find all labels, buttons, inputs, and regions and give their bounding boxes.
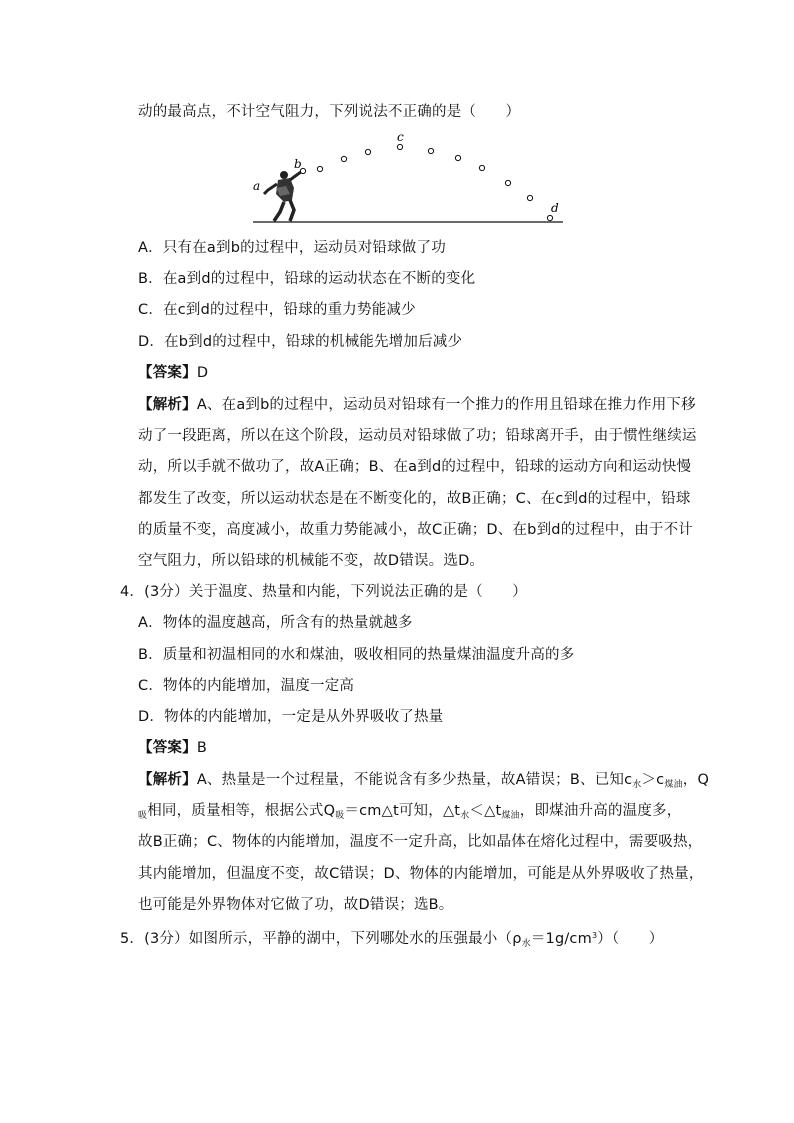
- q3-analysis-line-2: 动了一段距离，所以在这个阶段，运动员对铅球做了功；铅球离开手，由于惯性继续运: [138, 428, 697, 444]
- superscript: 3: [591, 931, 598, 940]
- trajectory-dot: [527, 195, 532, 200]
- subscript: 水: [521, 939, 531, 949]
- answer-label: 【答案】: [138, 740, 197, 756]
- trajectory-dot: [317, 166, 322, 171]
- analysis-text: ＞c: [641, 772, 665, 788]
- q3-analysis-line-1: [138, 395, 696, 415]
- q5-stem: [120, 926, 663, 954]
- stem-text: ）（ ）: [597, 931, 664, 947]
- subscript: 水: [460, 811, 470, 821]
- answer-value: D: [196, 365, 209, 381]
- q3-answer: [138, 363, 208, 383]
- analysis-text: A、在a到b的过程中，运动员对铅球有一个推力的作用且铅球在推力作用下移: [196, 397, 696, 413]
- shot-put-figure: [240, 128, 570, 228]
- answer-label: 【答案】: [138, 365, 197, 381]
- label-b: b: [294, 157, 302, 171]
- athlete-icon: [264, 171, 301, 221]
- trajectory-dot: [428, 148, 433, 153]
- analysis-label: 【解析】: [138, 397, 197, 413]
- q4-answer: [138, 738, 207, 758]
- analysis-text: 相同，质量相等，根据公式Q: [147, 803, 336, 819]
- q4-option-c: C．物体的内能增加，温度一定高: [138, 678, 355, 694]
- q4-analysis-line-1: [138, 770, 709, 795]
- q3-option-b: B．在a到d的过程中，铅球的运动状态在不断的变化: [138, 271, 476, 287]
- q4-option-b: B．质量和初温相同的水和煤油，吸收相同的热量煤油温度升高的多: [138, 647, 575, 663]
- subscript: 煤油: [501, 811, 520, 821]
- trajectory-dot: [341, 156, 346, 161]
- q3-option-a: A．只有在a到b的过程中，运动员对铅球做了功: [138, 240, 446, 256]
- subscript: 煤油: [664, 780, 683, 790]
- trajectory-dot: [479, 165, 484, 170]
- analysis-text: ＝cm△t可知，△t: [344, 803, 461, 819]
- q4-stem: 4．(3分）关于温度、热量和内能，下列说法正确的是（ ）: [120, 584, 527, 600]
- q3-analysis-line-3: 动，所以手就不做功了，故A正确；B、在a到d的过程中，铅球的运动方向和运动快慢: [138, 459, 692, 475]
- trajectory-dot: [505, 180, 510, 185]
- q3-option-c: C．在c到d的过程中，铅球的重力势能减少: [138, 302, 416, 318]
- q3-option-d: D．在b到d的过程中，铅球的机械能先增加后减少: [138, 334, 463, 350]
- q4-option-d: D．物体的内能增加，一定是从外界吸收了热量: [138, 709, 444, 725]
- q4-analysis-line-5: 也可能是外界物体对它做了功，故D错误；选B。: [138, 897, 454, 913]
- analysis-text: ，Q: [682, 772, 710, 788]
- ball-position-c: [397, 144, 402, 149]
- q4-option-a: A．物体的温度越高，所含有的热量就越多: [138, 615, 413, 631]
- analysis-text: ＜△t: [469, 803, 502, 819]
- label-c: c: [397, 130, 404, 144]
- label-d: d: [551, 201, 559, 215]
- trajectory-dot: [455, 155, 460, 160]
- stem-text: 5．(3分）如图所示，平静的湖中，下列哪处水的压强最小（ρ: [120, 931, 522, 947]
- label-a: a: [253, 179, 261, 193]
- q3-stem-end: 动的最高点，不计空气阻力，下列说法不正确的是（ ）: [138, 104, 521, 120]
- analysis-text: ，即煤油升高的温度多，: [519, 803, 682, 819]
- q4-analysis-line-4: 其内能增加，但温度不变，故C错误；D、物体的内能增加，可能是从外界吸收了热量，: [138, 866, 704, 882]
- q4-analysis-line-2: [138, 801, 681, 826]
- q4-analysis-line-3: 故B正确；C、物体的内能增加，温度不一定升高，比如晶体在熔化过程中，需要吸热，: [138, 834, 703, 850]
- analysis-text: A、热量是一个过程量，不能说含有多少热量，故A错误；B、已知c: [196, 772, 633, 788]
- ball-position-d: [547, 215, 552, 220]
- q3-analysis-line-6: 空气阻力，所以铅球的机械能不变，故D错误。选D。: [138, 553, 485, 569]
- stem-text: ＝1g/cm: [530, 931, 592, 947]
- answer-value: B: [196, 740, 207, 756]
- analysis-label: 【解析】: [138, 772, 197, 788]
- subscript: 吸: [335, 811, 345, 821]
- q3-analysis-line-4: 都发生了改变，所以运动状态是在不断变化的，故B正确；C、在c到d的过程中，铅球: [138, 491, 691, 507]
- trajectory-dot: [365, 149, 370, 154]
- subscript: 水: [632, 780, 642, 790]
- subscript: 吸: [138, 811, 148, 821]
- q3-analysis-line-5: 的质量不变，高度减小，故重力势能减小，故C正确；D、在b到d的过程中，由于不计: [138, 522, 693, 538]
